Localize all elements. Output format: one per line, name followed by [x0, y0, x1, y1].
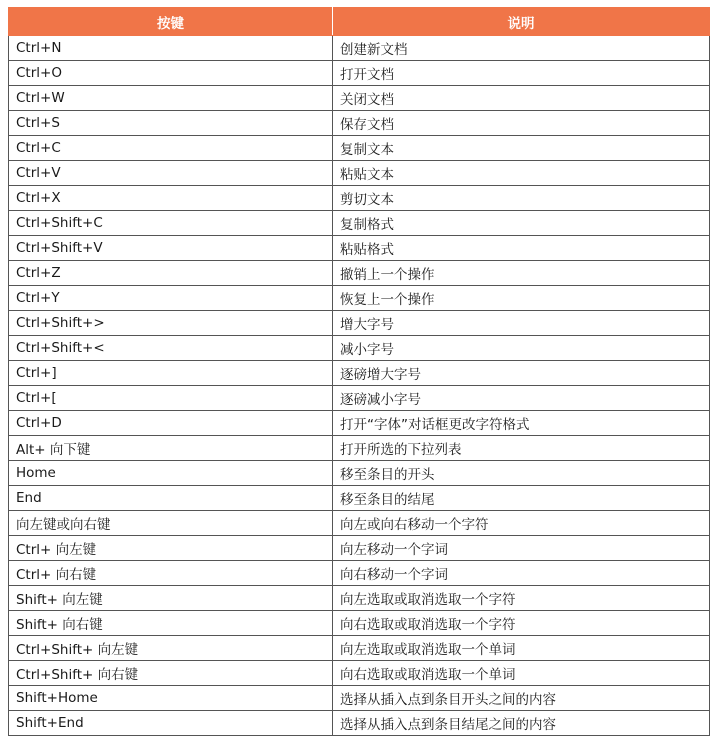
table-row	[9, 236, 710, 261]
shortcut-key-cell: Ctrl+Shift+V	[9, 236, 333, 261]
shortcut-key-cell: Shift+ 向左键	[9, 586, 333, 611]
shortcut-key-cell: Shift+End	[9, 711, 333, 736]
table-body	[9, 36, 710, 736]
shortcut-description-cell: 选择从插入点到条目结尾之间的内容	[333, 711, 710, 736]
shortcut-key-cell: Ctrl+Shift+>	[9, 311, 333, 336]
table-row	[9, 111, 710, 136]
shortcut-description-cell: 逐磅减小字号	[333, 386, 710, 411]
shortcut-description-cell: 关闭文档	[333, 86, 710, 111]
table-row	[9, 336, 710, 361]
shortcut-key-cell: Ctrl+O	[9, 61, 333, 86]
table-row	[9, 136, 710, 161]
shortcut-description-cell: 向左移动一个字词	[333, 536, 710, 561]
shortcut-description-cell: 撤销上一个操作	[333, 261, 710, 286]
shortcut-key-cell: Home	[9, 461, 333, 486]
shortcut-description-cell: 保存文档	[333, 111, 710, 136]
shortcut-description-cell: 创建新文档	[333, 36, 710, 61]
shortcut-description-cell: 打开“字体”对话框更改字符格式	[333, 411, 710, 436]
shortcut-description-cell: 复制格式	[333, 211, 710, 236]
shortcut-key-cell: Alt+ 向下键	[9, 436, 333, 461]
shortcut-description-cell: 向右选取或取消选取一个字符	[333, 611, 710, 636]
table-row	[9, 686, 710, 711]
shortcut-key-cell: Ctrl+Shift+ 向左键	[9, 636, 333, 661]
table-row	[9, 186, 710, 211]
shortcut-table	[8, 7, 710, 736]
table-row	[9, 286, 710, 311]
table-row	[9, 486, 710, 511]
shortcut-key-cell: Ctrl+W	[9, 86, 333, 111]
table-row	[9, 411, 710, 436]
shortcut-key-cell: Ctrl+N	[9, 36, 333, 61]
shortcut-description-cell: 向左或向右移动一个字符	[333, 511, 710, 536]
shortcut-key-cell: Ctrl+X	[9, 186, 333, 211]
shortcut-key-cell: Shift+Home	[9, 686, 333, 711]
table-row	[9, 586, 710, 611]
table-row	[9, 36, 710, 61]
table-row	[9, 611, 710, 636]
shortcut-description-cell: 逐磅增大字号	[333, 361, 710, 386]
table-row	[9, 511, 710, 536]
table-row	[9, 661, 710, 686]
table-row	[9, 86, 710, 111]
shortcut-key-cell: Shift+ 向右键	[9, 611, 333, 636]
shortcut-description-cell: 向左选取或取消选取一个单词	[333, 636, 710, 661]
shortcut-description-cell: 向右选取或取消选取一个单词	[333, 661, 710, 686]
shortcut-table-container	[8, 7, 709, 736]
table-row	[9, 311, 710, 336]
shortcut-key-cell: Ctrl+ 向右键	[9, 561, 333, 586]
table-header-row	[9, 8, 710, 36]
shortcut-key-cell: Ctrl+Shift+<	[9, 336, 333, 361]
shortcut-description-cell: 打开文档	[333, 61, 710, 86]
shortcut-description-cell: 增大字号	[333, 311, 710, 336]
shortcut-description-cell: 移至条目的结尾	[333, 486, 710, 511]
shortcut-description-cell: 粘贴格式	[333, 236, 710, 261]
table-row	[9, 361, 710, 386]
shortcut-key-cell: Ctrl+[	[9, 386, 333, 411]
shortcut-description-cell: 减小字号	[333, 336, 710, 361]
shortcut-key-cell: End	[9, 486, 333, 511]
shortcut-description-cell: 选择从插入点到条目开头之间的内容	[333, 686, 710, 711]
table-row	[9, 386, 710, 411]
shortcut-description-cell: 粘贴文本	[333, 161, 710, 186]
shortcut-key-cell: Ctrl+Y	[9, 286, 333, 311]
shortcut-key-cell: Ctrl+Shift+C	[9, 211, 333, 236]
shortcut-key-cell: Ctrl+Z	[9, 261, 333, 286]
shortcut-description-cell: 向右移动一个字词	[333, 561, 710, 586]
table-row	[9, 561, 710, 586]
table-row	[9, 711, 710, 736]
shortcut-key-cell: Ctrl+ 向左键	[9, 536, 333, 561]
shortcut-description-cell: 恢复上一个操作	[333, 286, 710, 311]
table-row	[9, 461, 710, 486]
table-row	[9, 536, 710, 561]
shortcut-description-cell: 向左选取或取消选取一个字符	[333, 586, 710, 611]
shortcut-key-cell: Ctrl+D	[9, 411, 333, 436]
column-header-key: 按键	[9, 8, 333, 36]
table-row	[9, 636, 710, 661]
shortcut-key-cell: Ctrl+C	[9, 136, 333, 161]
shortcut-description-cell: 复制文本	[333, 136, 710, 161]
shortcut-key-cell: Ctrl+S	[9, 111, 333, 136]
table-row	[9, 61, 710, 86]
shortcut-key-cell: Ctrl+V	[9, 161, 333, 186]
shortcut-description-cell: 移至条目的开头	[333, 461, 710, 486]
shortcut-key-cell: Ctrl+Shift+ 向右键	[9, 661, 333, 686]
shortcut-description-cell: 打开所选的下拉列表	[333, 436, 710, 461]
shortcut-description-cell: 剪切文本	[333, 186, 710, 211]
shortcut-key-cell: 向左键或向右键	[9, 511, 333, 536]
table-row	[9, 436, 710, 461]
table-row	[9, 261, 710, 286]
shortcut-key-cell: Ctrl+]	[9, 361, 333, 386]
column-header-description: 说明	[333, 8, 710, 36]
table-row	[9, 161, 710, 186]
table-row	[9, 211, 710, 236]
